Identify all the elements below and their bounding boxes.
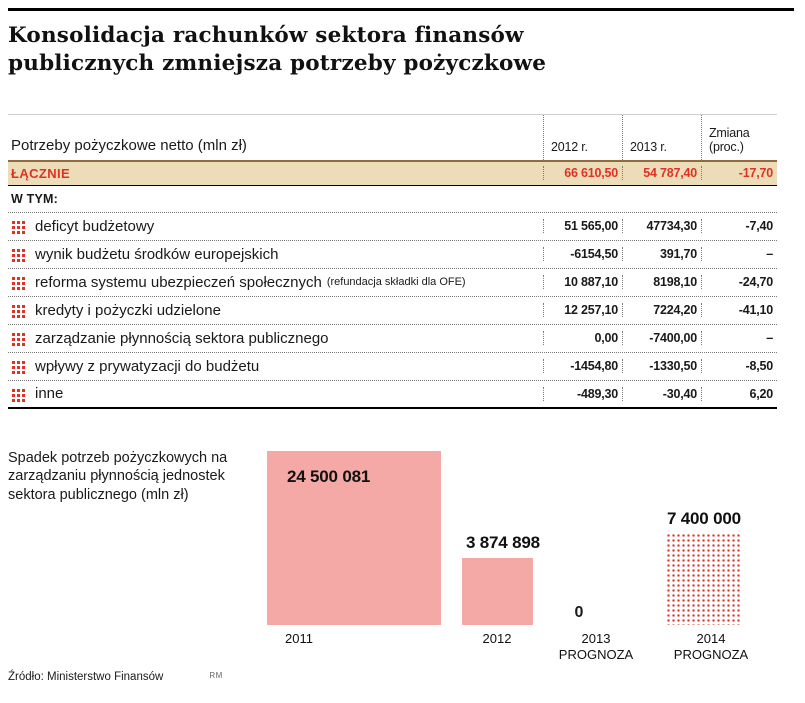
- value-2012: -6154,50: [543, 247, 622, 261]
- value-change: -41,10: [701, 303, 777, 317]
- chart-caption: Spadek potrzeb pożyczkowych na zarządzaniu płynnością jednostek sektora publicznego (mln zł): [8, 449, 228, 503]
- table-row: [8, 353, 777, 381]
- value-2012: -1454,80: [543, 359, 622, 373]
- category-label-2014: 2014 PROGNOZA: [673, 630, 749, 662]
- row-label-cell: [8, 358, 543, 375]
- value-2013: 47734,30: [622, 219, 701, 233]
- bar-value-2011: 24 500 081: [287, 466, 371, 486]
- row-label: kredyty i pożyczki udzielone: [35, 301, 221, 319]
- bar-2014-dotted: [666, 533, 742, 625]
- row-label: zarządzanie płynnością sektora publicznego: [35, 329, 329, 347]
- table-row: [8, 325, 777, 353]
- total-value-2012: 66 610,50: [543, 166, 622, 180]
- grid-bullet-icon: [12, 220, 25, 233]
- row-label-cell: [8, 385, 543, 402]
- category-label-2012: 2012: [482, 630, 512, 646]
- category-label-2013: 2013 PROGNOZA: [558, 630, 634, 662]
- liquidity-bar-chart: [8, 409, 797, 667]
- value-2013: -30,40: [622, 387, 701, 401]
- value-2012: -489,30: [543, 387, 622, 401]
- value-change: -7,40: [701, 219, 777, 233]
- row-label: wpływy z prywatyzacji do budżetu: [35, 357, 260, 375]
- value-2012: 51 565,00: [543, 219, 622, 233]
- grid-bullet-icon: [12, 276, 25, 289]
- row-label-cell: [8, 218, 543, 235]
- grid-bullet-icon: [12, 388, 25, 401]
- value-2013: -7400,00: [622, 331, 701, 345]
- table-row: [8, 213, 777, 241]
- credit-text: RM: [209, 670, 223, 680]
- source-text: Źródło: Ministerstwo Finansów: [8, 670, 164, 683]
- value-2012: 0,00: [543, 331, 622, 345]
- row-note: (refundacja składki dla OFE): [326, 276, 466, 289]
- table-row: [8, 241, 777, 269]
- row-label-cell: [8, 302, 543, 319]
- row-label-cell: [8, 246, 543, 263]
- grid-bullet-icon: [12, 248, 25, 261]
- group-label: W TYM:: [11, 191, 59, 206]
- bar-value-2013: 0: [574, 603, 584, 621]
- bar-value-2012: 3 874 898: [466, 532, 540, 552]
- total-value-2013: 54 787,40: [622, 166, 701, 180]
- row-label: inne: [35, 385, 64, 403]
- grid-bullet-icon: [12, 304, 25, 317]
- source-line: [8, 671, 797, 683]
- value-2013: -1330,50: [622, 359, 701, 373]
- value-change: -24,70: [701, 275, 777, 289]
- group-label-row: [8, 186, 777, 213]
- column-header-change: Zmiana (proc.): [701, 115, 777, 160]
- value-2012: 12 257,10: [543, 303, 622, 317]
- value-change: -8,50: [701, 359, 777, 373]
- row-label-cell: [8, 330, 543, 347]
- top-rule: [8, 8, 794, 11]
- value-2013: 391,70: [622, 247, 701, 261]
- table-row: [8, 297, 777, 325]
- total-change: -17,70: [701, 166, 777, 180]
- column-header-2013: 2013 r.: [622, 115, 701, 160]
- value-2013: 8198,10: [622, 275, 701, 289]
- value-change: –: [701, 247, 777, 261]
- grid-bullet-icon: [12, 360, 25, 373]
- total-label: ŁĄCZNIE: [11, 165, 71, 181]
- grid-bullet-icon: [12, 332, 25, 345]
- row-label: wynik budżetu środków europejskich: [35, 245, 279, 263]
- category-label-2011: 2011: [285, 630, 313, 646]
- table-row: [8, 269, 777, 297]
- column-header-2012: 2012 r.: [543, 115, 622, 160]
- row-label: reforma systemu ubezpieczeń społecznych: [35, 273, 322, 291]
- row-label: deficyt budżetowy: [35, 217, 155, 235]
- bar-2012: [462, 558, 533, 625]
- borrowing-needs-table: [8, 114, 777, 409]
- value-change: 6,20: [701, 387, 777, 401]
- value-2012: 10 887,10: [543, 275, 622, 289]
- bar-value-2014: 7 400 000: [667, 508, 741, 528]
- total-row: [8, 160, 777, 186]
- table-row: [8, 381, 777, 409]
- table-title: Potrzeby pożyczkowe netto (mln zł): [11, 136, 247, 154]
- row-label-cell: [8, 274, 543, 291]
- page-title: Konsolidacja rachunków sektora finansów publicznych zmniejsza potrzeby pożyczkowe: [8, 23, 547, 77]
- value-2013: 7224,20: [622, 303, 701, 317]
- value-change: –: [701, 331, 777, 345]
- bar-2011: [267, 451, 441, 625]
- table-header-row: [8, 114, 777, 160]
